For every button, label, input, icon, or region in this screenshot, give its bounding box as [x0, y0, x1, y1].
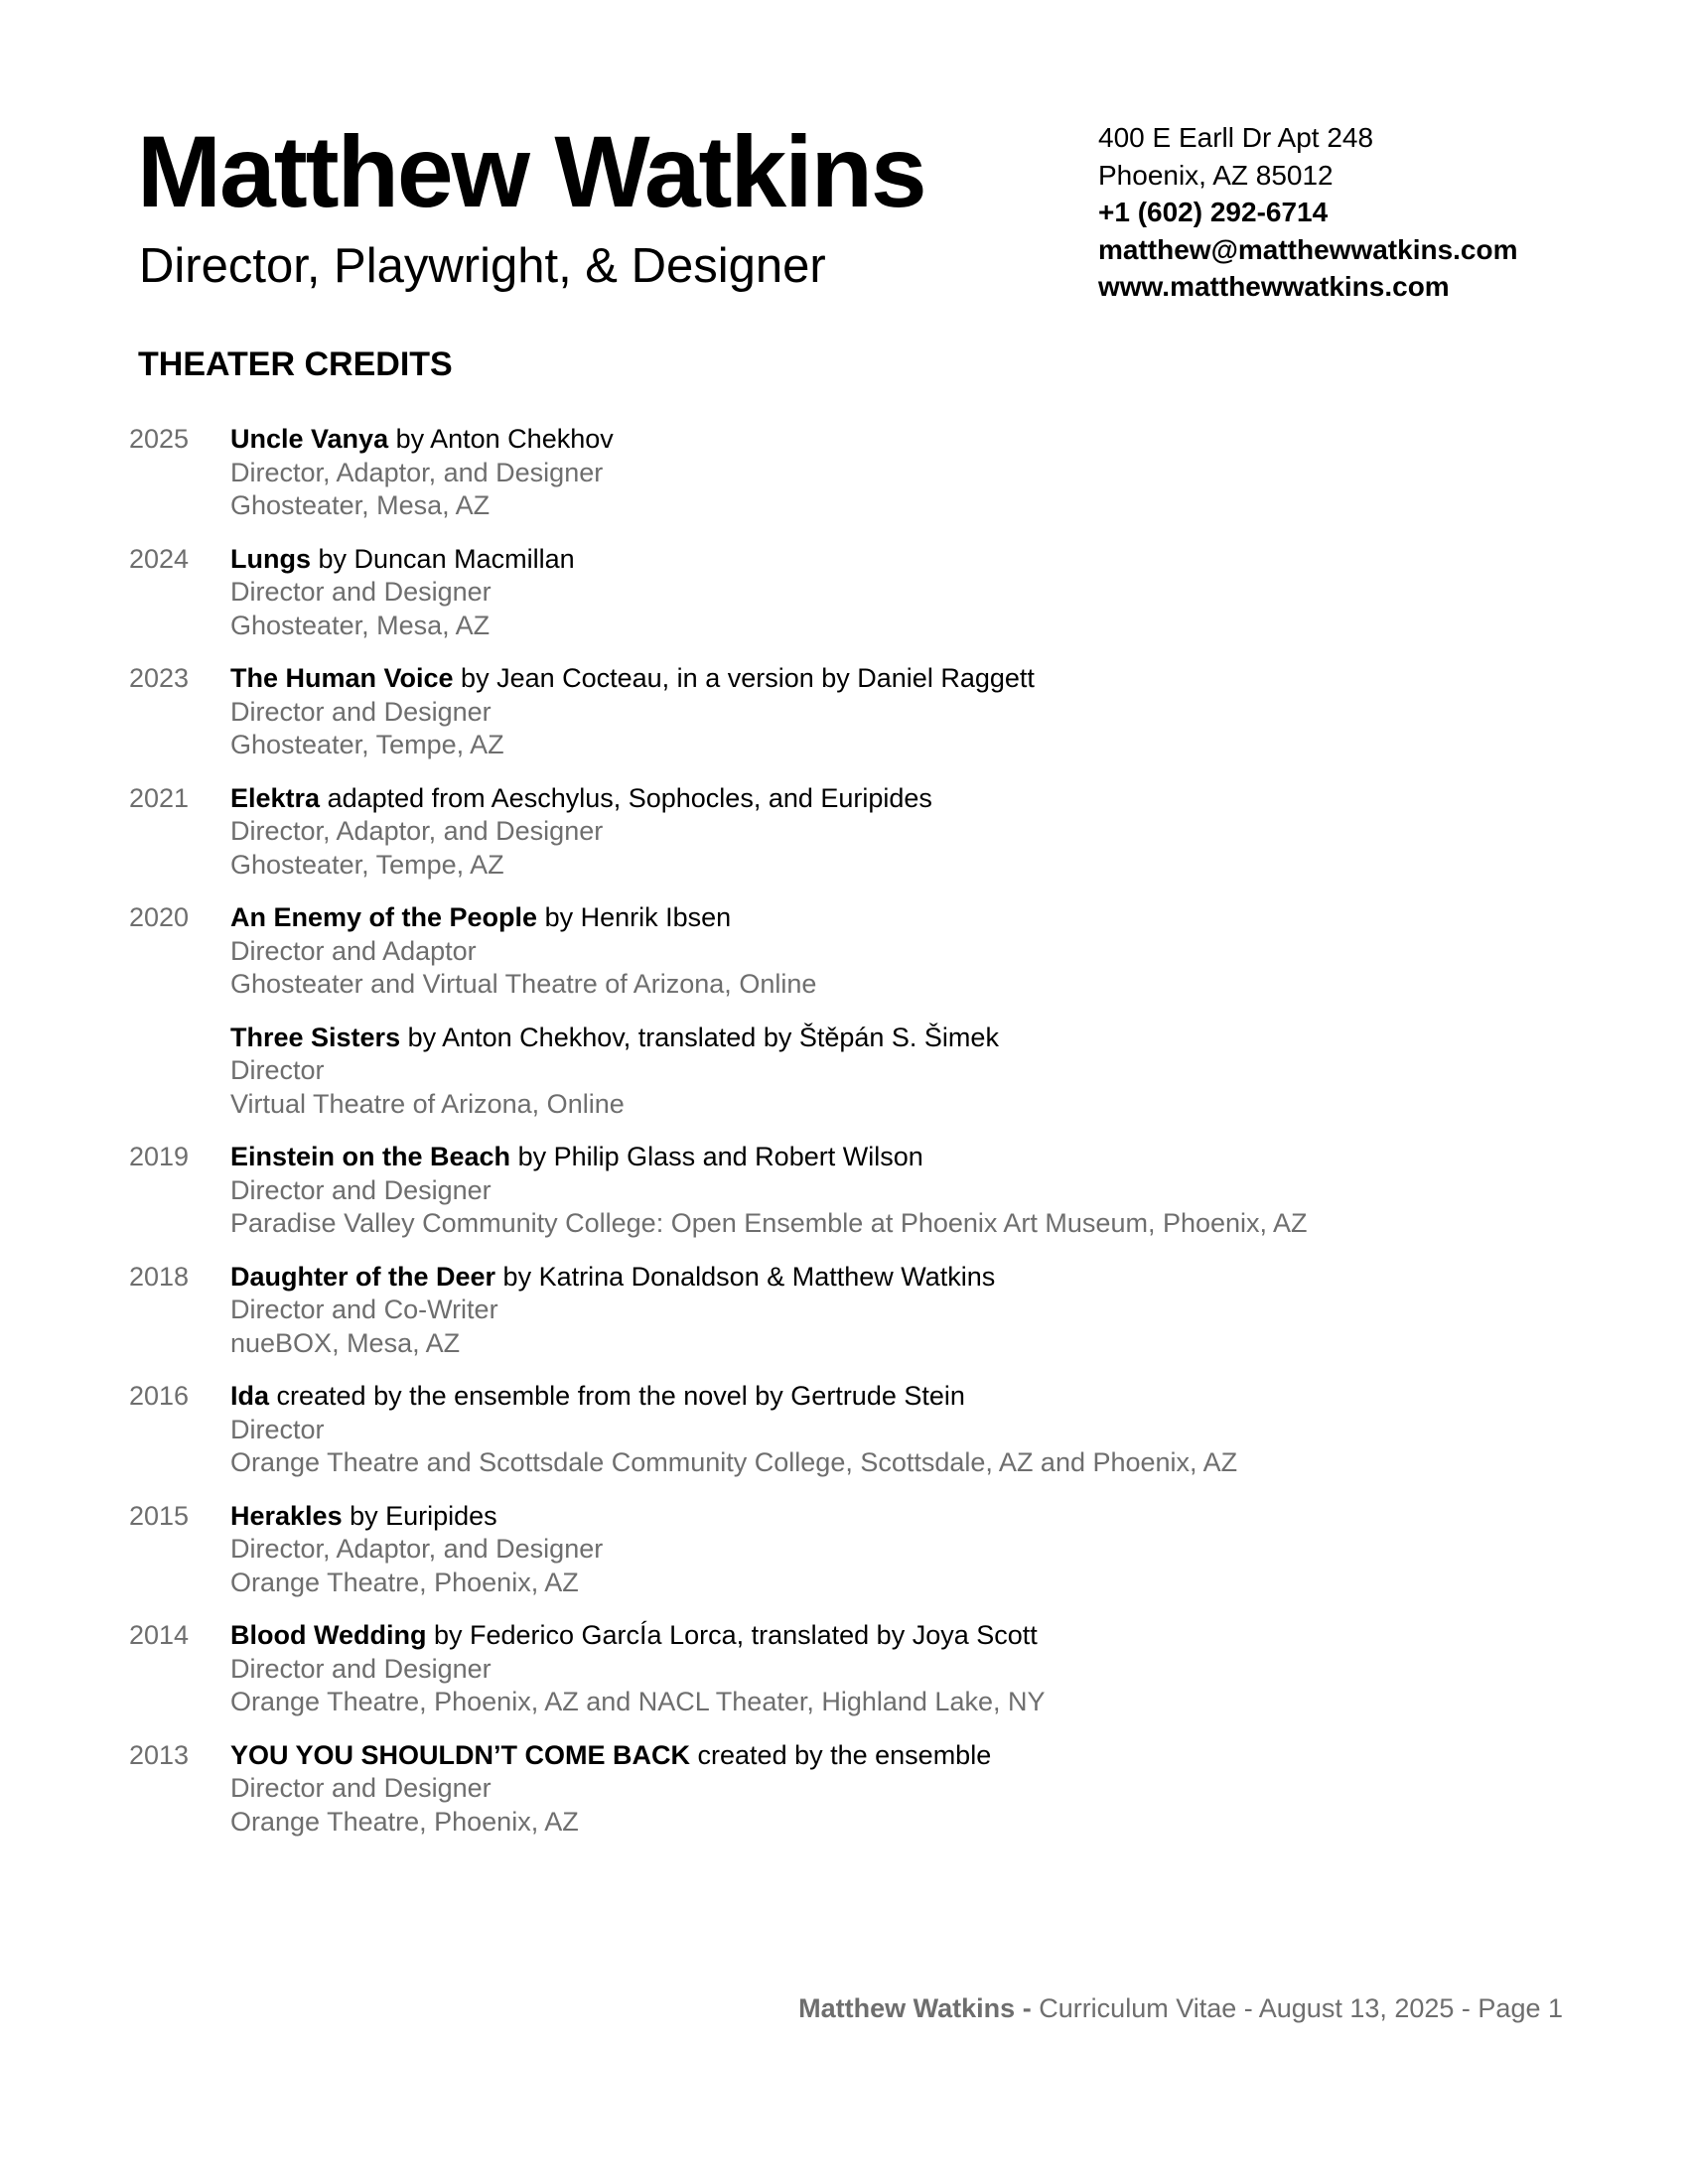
section-title-theater-credits: THEATER CREDITS	[138, 345, 453, 383]
credit-body	[230, 543, 1551, 643]
credit-author: by Euripides	[342, 1500, 497, 1531]
credit-entry	[129, 782, 1559, 902]
credit-role: Director and Designer	[230, 1653, 492, 1684]
credit-year: 2015	[129, 1500, 190, 1531]
credit-entry	[129, 1141, 1559, 1261]
footer-name: Matthew Watkins -	[798, 1993, 1032, 2023]
credit-entry	[129, 543, 1559, 663]
page-footer	[798, 1993, 1563, 2024]
credit-title-line	[230, 1619, 1551, 1653]
credit-venue: Orange Theatre, Phoenix, AZ and NACL Theater, Highland Lake, NY	[230, 1687, 1046, 1716]
credit-body	[230, 1619, 1551, 1719]
credit-year: 2013	[129, 1739, 190, 1770]
contact-website: www.matthewwatkins.com	[1098, 271, 1450, 302]
credit-role: Director and Designer	[230, 696, 492, 727]
credit-venue: Orange Theatre, Phoenix, AZ	[230, 1806, 579, 1837]
credit-entry	[129, 1619, 1559, 1739]
credit-role: Director	[230, 1055, 325, 1085]
credit-venue: nueBOX, Mesa, AZ	[230, 1327, 461, 1358]
credit-venue: Ghosteater, Tempe, AZ	[230, 849, 504, 880]
credit-venue: Orange Theatre and Scottsdale Community College, Scottsdale, AZ and Phoenix, AZ	[230, 1447, 1238, 1477]
credit-entry	[129, 1022, 1559, 1142]
credit-body	[230, 1022, 1551, 1122]
credit-title-line	[230, 1261, 1551, 1295]
credit-year: 2018	[129, 1261, 190, 1292]
credit-title: Three Sisters	[230, 1022, 401, 1052]
credit-role: Director and Designer	[230, 1773, 492, 1803]
credit-entry	[129, 662, 1559, 782]
cv-subtitle: Director, Playwright, & Designer	[139, 239, 826, 293]
credit-venue: Orange Theatre, Phoenix, AZ	[230, 1567, 579, 1597]
credit-venue: Ghosteater, Mesa, AZ	[230, 610, 491, 640]
credit-title: Daughter of the Deer	[230, 1261, 496, 1292]
credit-entry	[129, 1739, 1559, 1859]
credit-venue: Paradise Valley Community College: Open Ensemble at Phoenix Art Museum, Phoenix, AZ	[230, 1208, 1308, 1238]
credit-title: Blood Wedding	[230, 1620, 427, 1650]
credit-body	[230, 1141, 1551, 1241]
credit-title-line	[230, 901, 1551, 935]
footer-text: Curriculum Vitae - August 13, 2025 - Page 1	[1031, 1993, 1563, 2023]
credit-title-line	[230, 782, 1551, 816]
credit-venue: Ghosteater, Mesa, AZ	[230, 490, 491, 520]
credit-title-line	[230, 423, 1551, 457]
credit-title: An Enemy of the People	[230, 902, 538, 932]
contact-block	[1098, 119, 1518, 306]
credit-role: Director and Designer	[230, 1174, 492, 1205]
credit-title-line	[230, 1141, 1551, 1174]
credit-body	[230, 423, 1551, 523]
credit-year: 2024	[129, 543, 190, 574]
credit-entry	[129, 1500, 1559, 1620]
credit-year: 2014	[129, 1620, 190, 1650]
credit-author: by Philip Glass and Robert Wilson	[510, 1142, 923, 1171]
credit-author: created by the ensemble from the novel by Gertrude Stein	[269, 1381, 965, 1411]
contact-address-line-2: Phoenix, AZ 85012	[1098, 159, 1334, 191]
credit-year: 2023	[129, 663, 190, 693]
credit-year: 2016	[129, 1381, 190, 1411]
credit-author: by Duncan Macmillan	[311, 543, 575, 574]
credit-title-line	[230, 1380, 1551, 1414]
credit-role: Director and Adaptor	[230, 935, 477, 966]
credit-title: Einstein on the Beach	[230, 1142, 511, 1171]
credit-body	[230, 662, 1551, 762]
credit-author: by Jean Cocteau, in a version by Daniel Raggett	[453, 663, 1035, 693]
credit-body	[230, 1261, 1551, 1361]
credit-role: Director, Adaptor, and Designer	[230, 816, 604, 846]
credit-body	[230, 901, 1551, 1002]
credit-title: The Human Voice	[230, 663, 454, 693]
credit-body	[230, 782, 1551, 883]
credit-title: Ida	[230, 1381, 270, 1411]
credit-title: Lungs	[230, 543, 311, 574]
credit-title-line	[230, 543, 1551, 577]
credit-body	[230, 1739, 1551, 1840]
credit-author: by Federico GarcÍa Lorca, translated by Joya Scott	[426, 1620, 1038, 1650]
credit-title-line	[230, 1500, 1551, 1534]
credit-author: by Anton Chekhov	[388, 424, 614, 454]
credit-venue: Virtual Theatre of Arizona, Online	[230, 1088, 625, 1119]
credit-title: Elektra	[230, 782, 321, 813]
credit-venue: Ghosteater and Virtual Theatre of Arizona, Online	[230, 969, 817, 999]
credit-title-line	[230, 1022, 1551, 1055]
credit-entry	[129, 1261, 1559, 1381]
credit-author: by Katrina Donaldson & Matthew Watkins	[495, 1261, 996, 1292]
credits-list	[129, 423, 1559, 1858]
cv-name: Matthew Watkins	[137, 115, 925, 228]
credit-year: 2025	[129, 424, 190, 454]
credit-role: Director	[230, 1414, 325, 1444]
credit-role: Director, Adaptor, and Designer	[230, 1534, 604, 1564]
credit-title: YOU YOU SHOULDN’T COME BACK	[230, 1739, 691, 1770]
credit-venue: Ghosteater, Tempe, AZ	[230, 730, 504, 759]
credit-author: created by the ensemble	[690, 1739, 992, 1770]
credit-year: 2021	[129, 782, 190, 813]
credit-year: 2019	[129, 1142, 190, 1171]
credit-entry	[129, 423, 1559, 543]
credit-year: 2020	[129, 902, 190, 932]
credit-role: Director, Adaptor, and Designer	[230, 457, 604, 487]
contact-email: matthew@matthewwatkins.com	[1098, 233, 1518, 265]
credit-role: Director and Designer	[230, 577, 492, 607]
contact-address-line-1: 400 E Earll Dr Apt 248	[1098, 122, 1374, 153]
credit-title: Uncle Vanya	[230, 424, 389, 454]
credit-body	[230, 1380, 1551, 1480]
credit-entry	[129, 1380, 1559, 1500]
credit-author: adapted from Aeschylus, Sophocles, and Euripides	[320, 782, 932, 813]
credit-role: Director and Co-Writer	[230, 1295, 498, 1324]
credit-title-line	[230, 1739, 1551, 1773]
credit-author: by Anton Chekhov, translated by Štěpán S. Šimek	[400, 1022, 999, 1052]
credit-title-line	[230, 662, 1551, 696]
credit-title: Herakles	[230, 1500, 343, 1531]
contact-phone: +1 (602) 292-6714	[1098, 197, 1329, 227]
credit-body	[230, 1500, 1551, 1600]
credit-entry	[129, 901, 1559, 1022]
credit-author: by Henrik Ibsen	[537, 902, 732, 932]
